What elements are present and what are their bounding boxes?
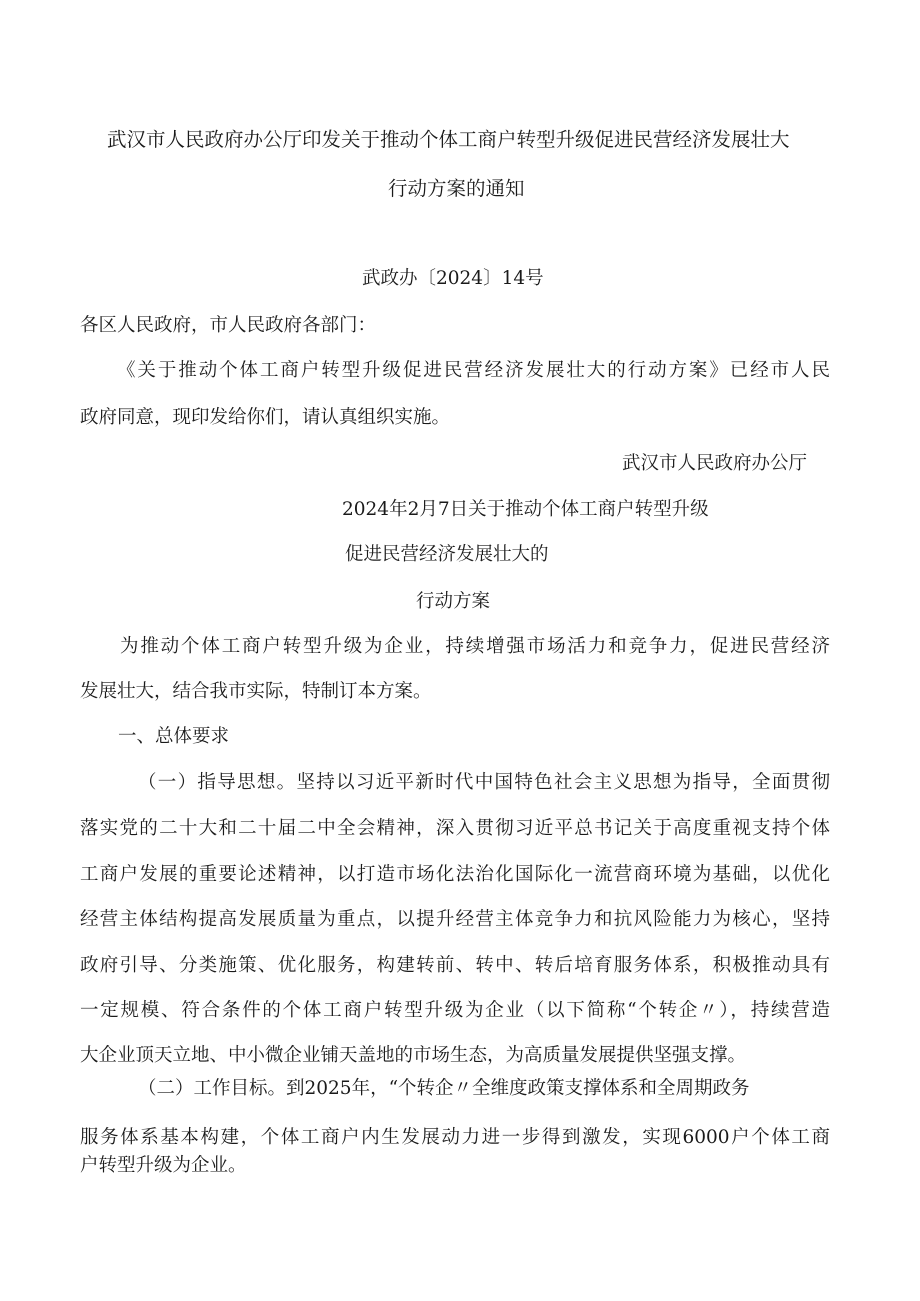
- guiding-line-3: 工商户发展的重要论述精神，以打造市场化法治化国际化一流营商环境为基础，以优化: [80, 864, 830, 885]
- plan-title-line-3: 行动方案: [416, 591, 491, 612]
- guiding-line-1: （一）指导思想。坚持以习近平新时代中国特色社会主义思想为指导，全面贯彻: [138, 772, 830, 793]
- goals-line-2: 服务体系基本构建，个体工商户内生发展动力进一步得到激发，实现6000户个体工商: [80, 1127, 830, 1148]
- goals-line-1: （二）工作目标。到2025年，“个转企〃全维度政策支撑体系和全周期政务: [138, 1078, 750, 1099]
- intro-line-2: 政府同意，现印发给你们，请认真组织实施。: [80, 407, 451, 428]
- goals-line-3: 户转型升级为企业。: [80, 1155, 247, 1176]
- preamble-line-2: 发展壮大，结合我市实际，特制订本方案。: [80, 681, 432, 702]
- issue-date-and-plan-title: 2024年2月7日关于推动个体工商户转型升级: [342, 499, 709, 520]
- plan-title-line-2: 促进民营经济发展壮大的: [345, 544, 549, 565]
- guiding-line-7: 大企业顶天立地、中小微企业铺天盖地的市场生态，为高质量发展提供坚强支撑。: [80, 1045, 747, 1066]
- preamble-line-1: 为推动个体工商户转型升级为企业，持续增强市场活力和竞争力，促进民营经济: [120, 636, 830, 657]
- guiding-line-2: 落实党的二十大和二十届二中全会精神，深入贯彻习近平总书记关于高度重视支持个体: [80, 818, 830, 839]
- guiding-line-4: 经营主体结构提高发展质量为重点，以提升经营主体竞争力和抗风险能力为核心，坚持: [80, 909, 830, 930]
- guiding-line-5: 政府引导、分类施策、优化服务，构建转前、转中、转后培育服务体系，积极推动具有: [80, 955, 830, 976]
- title-line-1: 武汉市人民政府办公厅印发关于推动个体工商户转型升级促进民营经济发展壮大: [107, 128, 790, 151]
- guiding-line-6: 一定规模、符合条件的个体工商户转型升级为企业（以下简称“个转企〃），持续营造: [80, 1000, 830, 1021]
- title-line-2: 行动方案的通知: [388, 177, 525, 200]
- section-heading-general-requirements: 一、总体要求: [118, 726, 230, 747]
- issuer-signature: 武汉市人民政府办公厅: [622, 453, 808, 474]
- salutation: 各区人民政府，市人民政府各部门：: [80, 315, 377, 336]
- document-number: 武政办〔2024〕14号: [362, 268, 544, 289]
- intro-line-1: 《关于推动个体工商户转型升级促进民营经济发展壮大的行动方案》已经市人民: [117, 360, 830, 381]
